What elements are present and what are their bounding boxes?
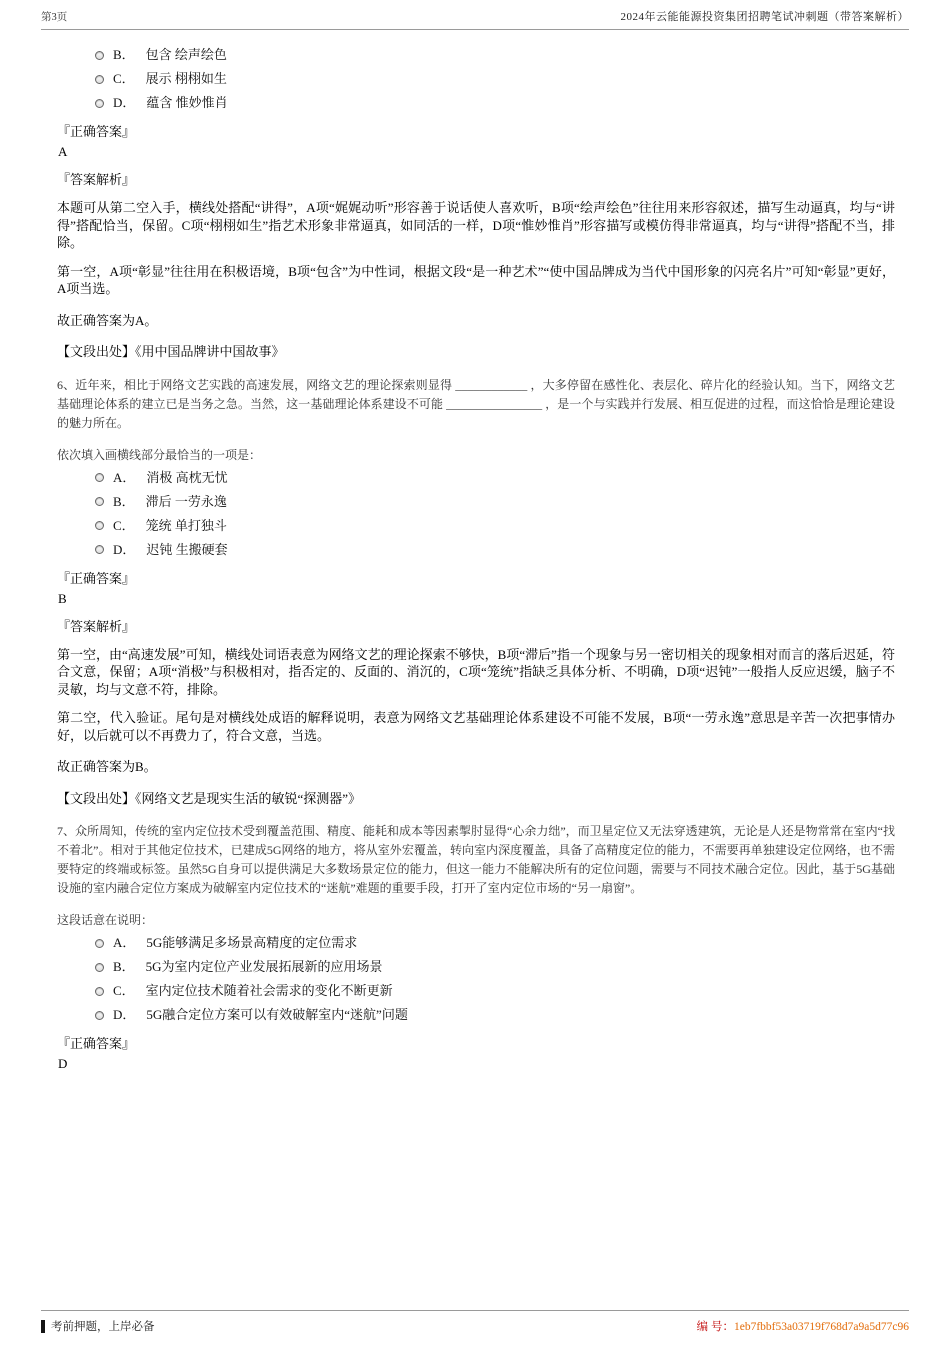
option-text: 5G为室内定位产业发展拓展新的应用场景 (145, 959, 383, 974)
q7-option-a[interactable] (57, 934, 895, 952)
code-label: 编 号： (696, 1321, 734, 1333)
footer-slogan: 考前押题，上岸必备 (51, 1321, 155, 1333)
q6-conclusion: 故正确答案为B。 (57, 759, 157, 774)
option-text: 包含 绘声绘色 (145, 47, 227, 62)
q5-analysis-paragraph-2: 第一空，A项“彰显”往往用在积极语境，B项“包含”为中性词，根据文段“是一种艺术”“使中国品牌成为当代中国形象的闪亮名片”可知“彰显”更好，A项当选。 (57, 263, 895, 296)
q7-instruction: 这段话意在说明： (57, 913, 154, 927)
document-title: 2024年云能能源投资集团招聘笔试冲刺题（带答案解析） (620, 11, 909, 23)
q6-option-d[interactable] (57, 541, 895, 559)
radio-button-icon[interactable] (95, 497, 104, 506)
option-label: C． (113, 517, 135, 533)
footer-slogan-block (41, 1318, 155, 1334)
q6-analysis-paragraph-2: 第二空，代入验证。尾句是对横线处成语的解释说明，表意为网络文艺基础理论体系建设不可能不发展，B项“一劳永逸”意思是辛苦一次把事情办好，以后就可以不再费力了，符合文意，当选。 (57, 710, 895, 743)
q5-answer-value: A (58, 144, 68, 159)
q7-option-d[interactable] (57, 1006, 895, 1024)
option-label: C． (113, 71, 135, 86)
radio-button-icon[interactable] (95, 987, 104, 996)
option-text: 消极 高枕无忧 (146, 469, 228, 485)
option-text: 展示 栩栩如生 (145, 71, 227, 86)
q7-options (57, 934, 895, 1024)
option-text: 5G融合定位方案可以有效破解室内“迷航”问题 (146, 1007, 408, 1022)
q7-option-b[interactable] (57, 958, 895, 976)
q6-option-c[interactable] (57, 517, 895, 535)
option-text: 滞后 一劳永逸 (145, 493, 227, 509)
option-text: 室内定位技术随着社会需求的变化不断更新 (145, 983, 393, 998)
q6-stem: 6、近年来，相比于网络文艺实践的高速发展，网络文艺的理论探索则显得 ____________ ，大多停留在感性化、表层化、碎片化的经验认知。当下，网络文艺基础理论体系的建立已是当务之急。当然，这一基础理论体系建设不可能 ________________ ，是一个与实践并行发展、相互促进的过程，而这恰恰是理论建设的魅力所在。 (57, 377, 895, 430)
page-number: 第3页 (41, 12, 68, 23)
option-label: D． (113, 1007, 136, 1022)
q6-answer-value: B (58, 590, 67, 606)
q6-analysis-label: 『答案解析』 (57, 618, 136, 634)
radio-button-icon[interactable] (95, 473, 104, 482)
option-label: D． (113, 95, 136, 110)
q6-instruction: 依次填入画横线部分最恰当的一项是： (57, 447, 262, 462)
q5-correct-answer-label: 『正确答案』 (57, 124, 136, 139)
radio-button-icon[interactable] (95, 521, 104, 530)
option-text: 笼统 单打独斗 (145, 517, 227, 533)
option-label: D． (113, 541, 136, 557)
q6-option-a[interactable] (57, 469, 895, 487)
radio-button-icon[interactable] (95, 939, 104, 948)
footer-bar-icon (41, 1320, 45, 1333)
option-text: 5G能够满足多场景高精度的定位需求 (146, 935, 358, 950)
q7-stem: 7、众所周知，传统的室内定位技术受到覆盖范围、精度、能耗和成本等因素掣肘显得“心余力绌”，而卫星定位又无法穿透建筑，无论是人还是物常常在室内“找不着北”。相对于其他定位技术，已建成5G网络的地方，将从室外宏覆盖，转向室内深度覆盖，具备了高精度定位的能力，不需要再单独建设定位网络，也不需要特定的终端或标签。虽然5G自身可以提供满足大多数场景定位的能力，但这一能力不能解决所有的定位问题，需要与不同技术融合定位。因此，基于5G基础设施的室内融合定位方案成为破解室内定位技术的“迷航”难题的重要手段，打开了室内定位市场的“另一扇窗”。 (57, 824, 895, 895)
code-value: 1eb7fbbf53a03719f768d7a9a5d77c96 (733, 1321, 909, 1333)
q6-correct-answer-label: 『正确答案』 (57, 570, 136, 586)
q5-analysis-paragraph-1: 本题可从第二空入手，横线处搭配“讲得”，A项“娓娓动听”形容善于说话使人喜欢听，B项“绘声绘色”往往用来形容叙述，描写生动逼真，均与“讲得”搭配恰当，保留。C项“栩栩如生”指艺术形象非常逼真，如同活的一样，D项“惟妙惟肖”形容描写或模仿得非常逼真，均与“讲得”搭配不当，排除。 (57, 200, 895, 250)
q6-analysis-paragraph-1: 第一空，由“高速发展”可知，横线处词语表意为网络文艺的理论探索不够快，B项“滞后”指一个现象与另一密切相关的现象相对而言的落后迟延，符合文意，保留；A项“消极”与积极相对，指否定的、反面的、消沉的，C项“笼统”指缺乏具体分析、不明确，D项“迟钝”一般指人反应迟缓，脑子不灵敏，均与文意不符，排除。 (57, 646, 895, 697)
q5-options (57, 46, 895, 112)
page-header (41, 0, 909, 30)
q6-option-b[interactable] (57, 493, 895, 511)
option-label: B． (113, 493, 135, 509)
radio-button-icon[interactable] (95, 963, 104, 972)
radio-button-icon[interactable] (95, 99, 104, 108)
radio-button-icon[interactable] (95, 1011, 104, 1020)
q6-options (57, 469, 895, 559)
option-text: 迟钝 生搬硬套 (146, 541, 228, 557)
option-label: B． (113, 959, 135, 974)
radio-button-icon[interactable] (95, 51, 104, 60)
option-label: B． (113, 47, 135, 62)
q5-source: 【文段出处】《用中国品牌讲中国故事》 (57, 344, 285, 359)
q5-conclusion: 故正确答案为A。 (57, 312, 158, 328)
q5-option-d[interactable] (57, 94, 895, 112)
q6-source: 【文段出处】《网络文艺是现实生活的敏锐“探测器”》 (57, 790, 362, 806)
content-area (57, 40, 895, 1078)
radio-button-icon[interactable] (95, 545, 104, 554)
option-text: 蕴含 惟妙惟肖 (146, 95, 228, 110)
option-label: A． (113, 469, 136, 485)
page-footer (41, 1310, 909, 1334)
radio-button-icon[interactable] (95, 75, 104, 84)
q5-analysis-label: 『答案解析』 (57, 172, 136, 187)
option-label: C． (113, 983, 135, 998)
footer-code-block (697, 1318, 909, 1334)
q7-answer-value: D (58, 1056, 68, 1071)
option-label: A． (113, 935, 136, 950)
q5-option-b[interactable] (57, 46, 895, 64)
q7-option-c[interactable] (57, 982, 895, 1000)
q5-option-c[interactable] (57, 70, 895, 88)
q7-correct-answer-label: 『正确答案』 (57, 1036, 136, 1051)
